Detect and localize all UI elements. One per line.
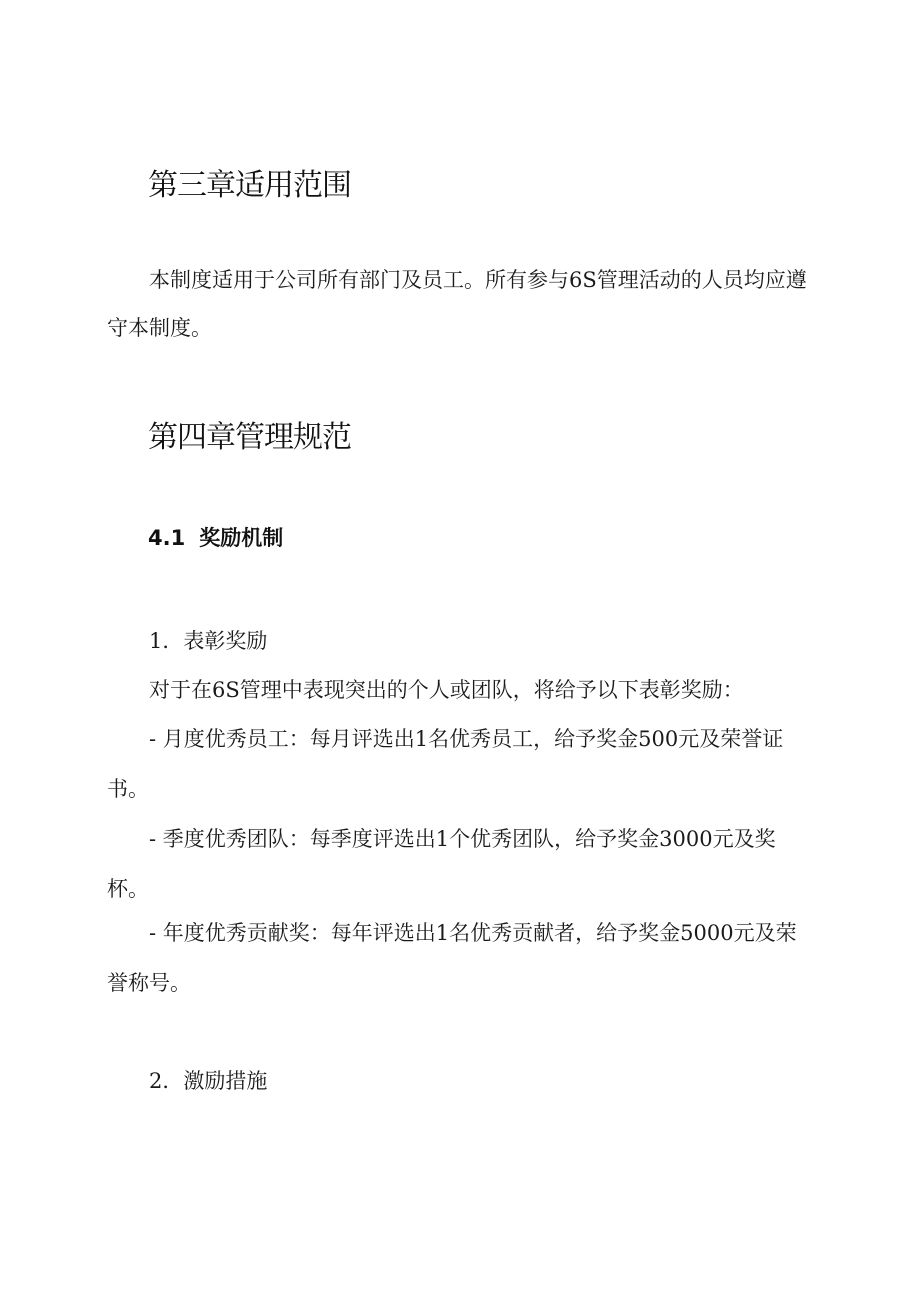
item-1-heading: 1．表彰奖励 bbox=[149, 629, 268, 653]
chapter-3-title: 第三章适用范围 bbox=[148, 168, 351, 203]
item-1-intro: 对于在6S管理中表现突出的个人或团队，将给予以下表彰奖励： bbox=[149, 678, 744, 702]
bullet-annual-contribution: - 年度优秀贡献奖：每年评选出1名优秀贡献者，给予奖金5000元及荣誉称号。 bbox=[107, 921, 797, 995]
bullet-quarterly-team: - 季度优秀团队：每季度评选出1个优秀团队，给予奖金3000元及奖杯。 bbox=[107, 827, 776, 901]
section-4-1-heading bbox=[148, 523, 283, 553]
chapter-3-paragraph: 本制度适用于公司所有部门及员工。所有参与6S管理活动的人员均应遵守本制度。 bbox=[107, 268, 807, 340]
bullet-monthly-employee: - 月度优秀员工：每月评选出1名优秀员工，给予奖金500元及荣誉证书。 bbox=[107, 727, 784, 801]
chapter-4-title: 第四章管理规范 bbox=[148, 420, 351, 455]
item-2-heading: 2．激励措施 bbox=[149, 1069, 268, 1093]
section-number: 4.1 bbox=[148, 526, 186, 550]
section-title-text: 奖励机制 bbox=[199, 526, 284, 550]
